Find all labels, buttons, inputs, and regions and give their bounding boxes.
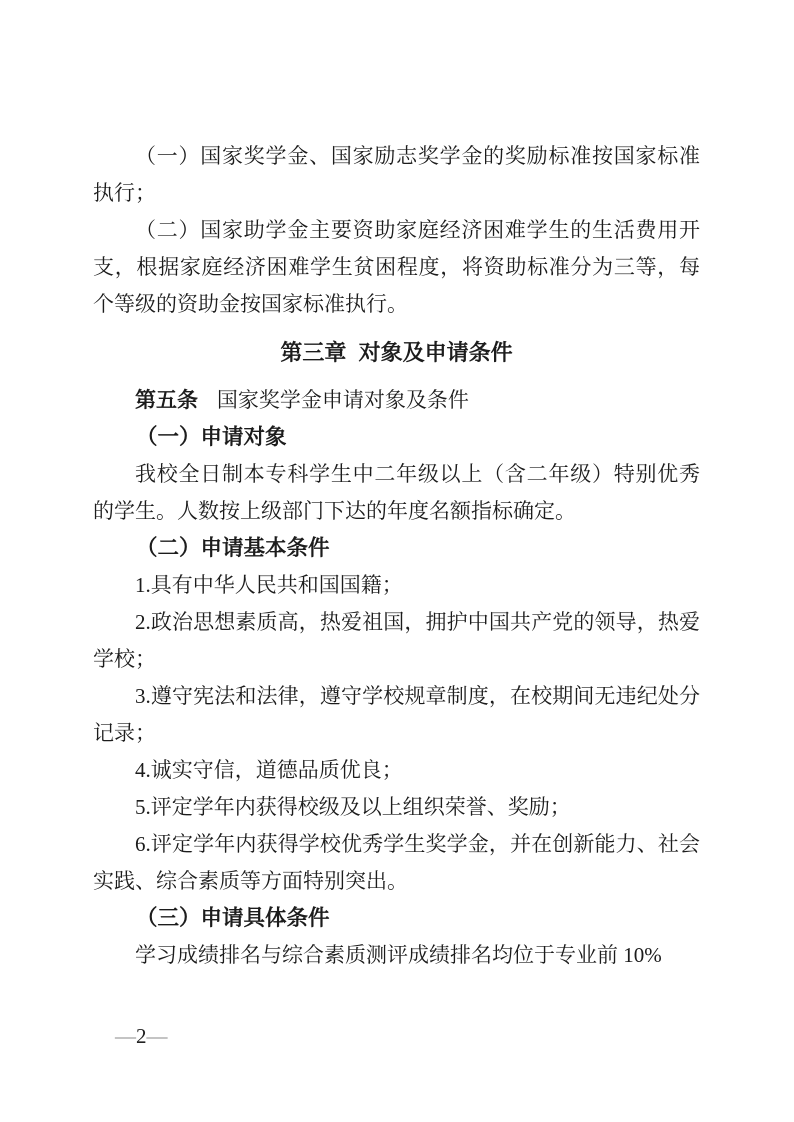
condition-item-2: 2.政治思想素质高，热爱祖国，拥护中国共产党的领导，热爱学校；	[93, 610, 700, 671]
condition-item-1: 1.具有中华人民共和国国籍；	[135, 573, 403, 597]
condition-item-4: 4.诚实守信，道德品质优良；	[135, 758, 403, 782]
paragraph-grant-standard: （二）国家助学金主要资助家庭经济困难学生的生活费用开支，根据家庭经济困难学生贫困程度，将资助标准分为三等，每个等级的资助金按国家标准执行。	[93, 218, 700, 316]
section-2-heading: （二）申请基本条件	[136, 536, 330, 560]
footer-right-dash: —	[146, 1024, 168, 1048]
condition-item-6: 6.评定学年内获得学校优秀学生奖学金，并在创新能力、社会实践、综合素质等方面特别突出。	[93, 832, 700, 893]
article-5-title: 国家奖学金申请对象及条件	[216, 388, 469, 412]
document-body	[93, 138, 700, 974]
section-3-heading: （三）申请具体条件	[136, 906, 330, 930]
section-1-heading: （一）申请对象	[136, 425, 287, 449]
condition-item-5: 5.评定学年内获得校级及以上组织荣誉、奖励；	[135, 795, 571, 819]
article-5-label: 第五条	[135, 388, 198, 412]
page-number-footer	[115, 1024, 168, 1048]
paragraph-award-standard: （一）国家奖学金、国家励志奖学金的奖励标准按国家标准执行；	[93, 144, 700, 205]
condition-item-3: 3.遵守宪法和法律，遵守学校规章制度，在校期间无违纪处分记录；	[93, 684, 700, 745]
footer-page-number: 2	[136, 1024, 147, 1048]
chapter-heading: 第三章 对象及申请条件	[280, 340, 513, 365]
section-3-body: 学习成绩排名与综合素质测评成绩排名均位于专业前 10%	[135, 943, 662, 967]
section-1-body: 我校全日制本专科学生中二年级以上（含二年级）特别优秀的学生。人数按上级部门下达的年度名额指标确定。	[93, 462, 700, 523]
article-5-line	[93, 382, 700, 419]
footer-left-dash: —	[115, 1024, 136, 1048]
